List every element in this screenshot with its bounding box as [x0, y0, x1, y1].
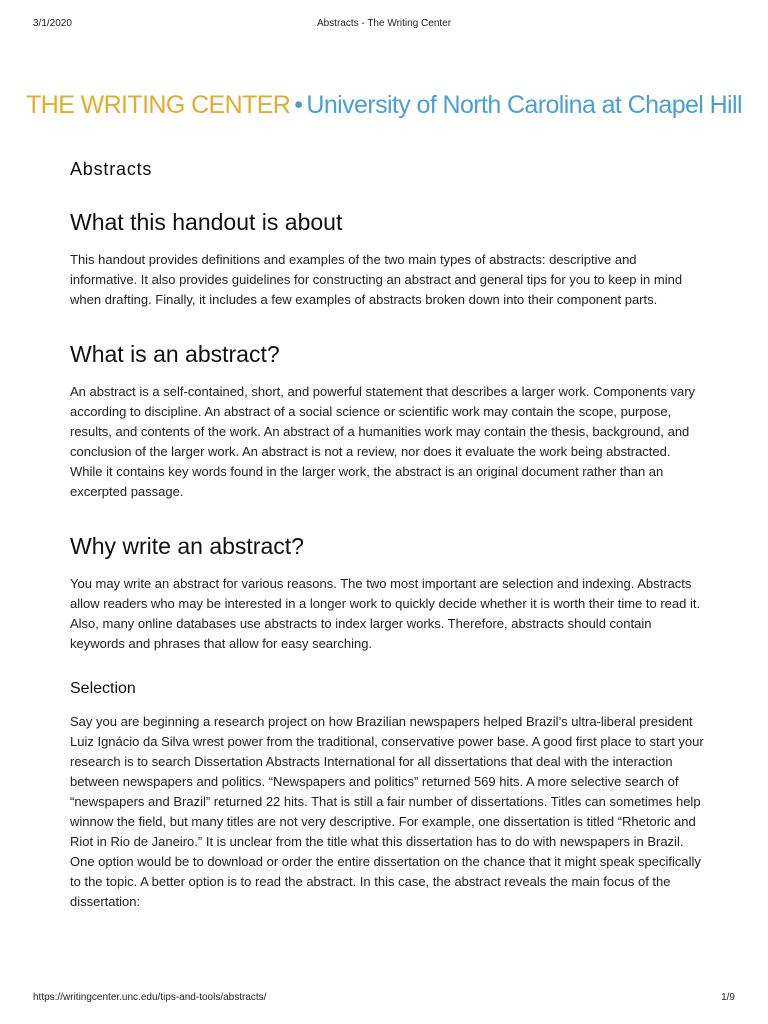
print-footer — [0, 992, 768, 1006]
subsection-heading-selection: Selection — [70, 680, 136, 697]
print-date: 3/1/2020 — [33, 18, 72, 29]
page-title: Abstracts — [70, 159, 153, 179]
section-heading-why: Why write an abstract? — [70, 533, 304, 559]
page-number: 1/9 — [721, 992, 735, 1003]
logo-university-text: University of North Carolina at Chapel Hill — [306, 91, 742, 119]
writing-center-logo[interactable] — [0, 87, 768, 123]
print-url[interactable]: https://writingcenter.unc.edu/tips-and-tools/abstracts/ — [33, 992, 267, 1003]
section-heading-what: What is an abstract? — [70, 341, 280, 367]
subsection-paragraph-selection: Say you are beginning a research project on how Brazilian newspapers helped Brazil’s ultra-liberal president Luiz Ignácio da Silva wrest power from the traditional, conservative power base. A good first place to start your research is to search Dissertation Abstracts International for all dissertations that deal with the interaction between newspapers and politics. “Newspapers and politics” returned 569 hits. A more selective search of “newspapers and Brazil” returned 22 hits. That is still a fair number of dissertations. Titles can sometimes help winnow the field, but many titles are not very descriptive. For example, one dissertation is titled “Rhetoric and Riot in Rio de Janeiro.” It is unclear from the title what this dissertation has to do with newspapers in Brazil. One option would be to download or order the entire dissertation on the chance that it might speak specifically to the topic. A better option is to read the abstract. In this case, the abstract reveals the main focus of the dissertation: — [70, 714, 704, 909]
logo-writing-center-text: THE WRITING CENTER — [26, 91, 291, 119]
section-paragraph-about: This handout provides definitions and examples of the two main types of abstracts: descriptive and informative. It also provides guidelines for constructing an abstract and general tips for you to keep in mind when drafting. Finally, it includes a few examples of abstracts broken down into their component parts. — [70, 252, 683, 307]
print-header — [0, 18, 768, 32]
section-paragraph-what: An abstract is a self-contained, short, and powerful statement that describes a larger work. Components vary according to discipline. An abstract of a social science or scientific work may contain the scope, purpose, results, and contents of the work. An abstract of a humanities work may contain the thesis, background, and conclusion of the larger work. An abstract is not a review, nor does it evaluate the work being abstracted. While it contains key words found in the larger work, the abstract is an original document rather than an excerpted passage. — [70, 384, 696, 499]
section-heading-about: What this handout is about — [70, 209, 343, 235]
section-paragraph-why: You may write an abstract for various reasons. The two most important are selection and indexing. Abstracts allow readers who may be interested in a longer work to quickly decide whether it is worth their time to read it. Also, many online databases use abstracts to index larger works. Therefore, abstracts should contain keywords and phrases that allow for easy searching. — [70, 576, 701, 651]
print-title: Abstracts - The Writing Center — [316, 18, 452, 29]
article-content — [70, 152, 705, 912]
logo-separator: • — [294, 91, 303, 119]
